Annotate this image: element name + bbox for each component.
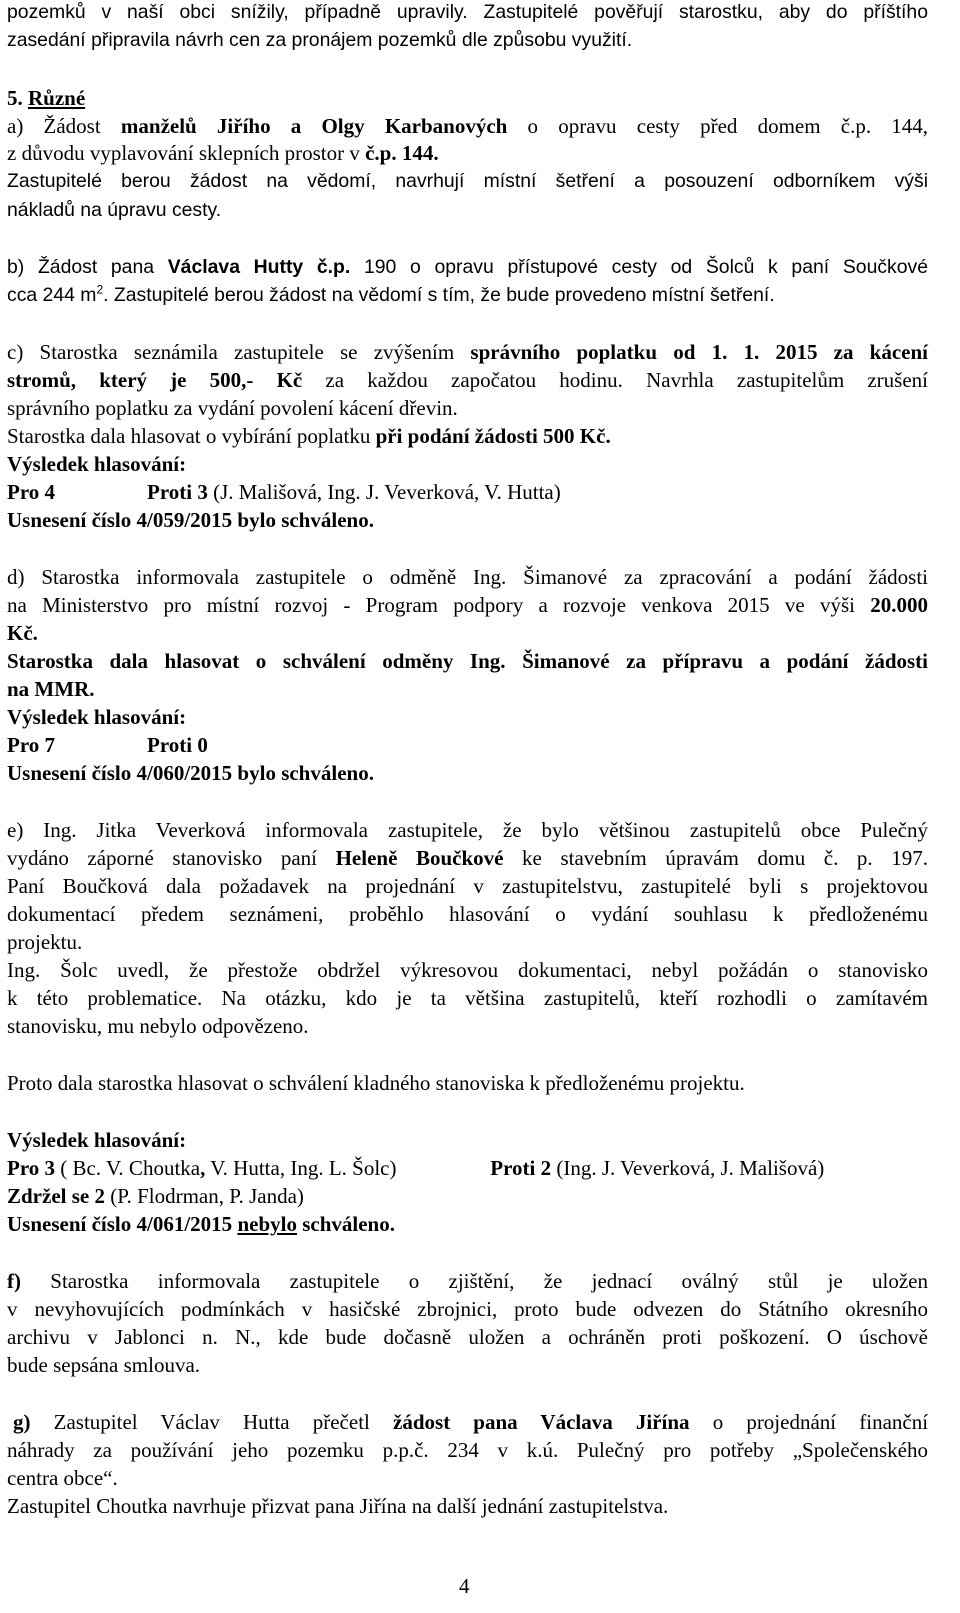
item-d-resolution: Usnesení číslo 4/060/2015 bylo schváleno. — [7, 761, 374, 785]
intro-line-1: pozemků v naší obci snížily, případně upravily. Zastupitelé pověřují starostku, aby do příštího — [7, 1, 928, 23]
item-a-line-4: nákladů na úpravu cesty. — [7, 199, 222, 221]
item-c-line-1: c) Starostka seznámila zastupitele se zvýšením správního poplatku od 1. 1. 2015 za kácení — [7, 340, 929, 364]
item-c-vote-result: Pro 4 Proti 3 (J. Mališová, Ing. J. Veverková, V. Hutta) — [7, 480, 561, 504]
item-a-line-1: a) Žádost manželů Jiřího a Olgy Karbanových o opravu cesty před domem č.p. 144, — [7, 114, 929, 138]
item-e-line-5: projektu. — [7, 930, 83, 954]
item-c-vote-heading: Výsledek hlasování: — [7, 452, 187, 476]
item-b-line-1: b) Žádost pana Václava Hutty č.p. 190 o opravu přístupové cesty od Šolců k paní Součkové — [7, 256, 929, 278]
item-d-line-4: Starostka dala hlasovat o schválení odměny Ing. Šimanové za přípravu a podání žádosti — [7, 649, 928, 673]
item-e-resolution: Usnesení číslo 4/061/2015 nebylo schváleno. — [7, 1212, 395, 1236]
item-e-line-1: e) Ing. Jitka Veverková informovala zastupitele, že bylo většinou zastupitelů obce Pulečný — [7, 818, 928, 842]
item-a-line-2: z důvodu vyplavování sklepních prostor v č.p. 144. — [7, 141, 439, 165]
item-e-abstain: Zdržel se 2 (P. Flodrman, P. Janda) — [7, 1184, 304, 1208]
section-5-heading: 5. Různé — [7, 86, 86, 110]
item-d-line-5: na MMR. — [7, 677, 95, 701]
item-d-line-3: Kč. — [7, 621, 38, 645]
item-e-line-8: stanovisku, mu nebylo odpovězeno. — [7, 1014, 309, 1038]
item-d-vote-result: Pro 7 Proti 0 — [7, 733, 208, 757]
item-g-line-2: náhrady za používání jeho pozemku p.p.č. 234 v k.ú. Pulečný pro potřeby „Společenského — [7, 1438, 928, 1462]
item-g-line-1: g) Zastupitel Václav Hutta přečetl žádost pana Václava Jiřína o projednání finanční — [13, 1410, 929, 1434]
item-d-vote-heading: Výsledek hlasování: — [7, 705, 187, 729]
item-c-line-4: Starostka dala hlasovat o vybírání poplatku při podání žádosti 500 Kč. — [7, 424, 611, 448]
item-e-vote-result: Pro 3 ( Bc. V. Choutka, V. Hutta, Ing. L. Šolc) Proti 2 (Ing. J. Veverková, J. Mališová) — [7, 1156, 825, 1180]
item-f-line-1: f) Starostka informovala zastupitele o zjištění, že jednací oválný stůl je uložen — [7, 1269, 929, 1293]
item-a-line-3: Zastupitelé berou žádost na vědomí, navrhují místní šetření a posouzení odborníkem výši — [7, 170, 928, 192]
item-e-line-2: vydáno záporné stanovisko paní Heleně Boučkové ke stavebním úpravám domu č. p. 197. — [7, 846, 928, 870]
item-g-line-4: Zastupitel Choutka navrhuje přizvat pana Jiřína na další jednání zastupitelstva. — [7, 1494, 669, 1518]
item-g-line-3: centra obce“. — [7, 1466, 118, 1490]
item-f-line-2: v nevyhovujících podmínkách v hasičské zbrojnici, proto bude odvezen do Státního okresního — [7, 1297, 928, 1321]
item-e-line-4: dokumentací předem seznámeni, proběhlo hlasování o vydání souhlasu k předloženému — [7, 902, 928, 926]
item-e-vote-heading: Výsledek hlasování: — [7, 1128, 187, 1152]
item-c-line-3: správního poplatku za vydání povolení kácení dřevin. — [7, 396, 458, 420]
item-d-line-2: na Ministerstvo pro místní rozvoj - Program podpory a rozvoje venkova 2015 ve výši 20.000 — [7, 593, 929, 617]
item-e-line-6: Ing. Šolc uvedl, že přestože obdržel výkresovou dokumentaci, nebyl požádán o stanovisko — [7, 958, 928, 982]
item-f-line-4: bude sepsána smlouva. — [7, 1353, 201, 1377]
item-e-line-9: Proto dala starostka hlasovat o schválení kladného stanoviska k předloženému projektu. — [7, 1071, 745, 1095]
page-number: 4 — [459, 1574, 470, 1598]
item-c-line-2: stromů, který je 500,- Kč za každou započatou hodinu. Navrhla zastupitelům zrušení — [7, 368, 928, 392]
item-f-line-3: archivu v Jablonci n. N., kde bude dočasně uložen a ochráněn proti poškození. O úschově — [7, 1325, 928, 1349]
intro-line-2: zasedání připravila návrh cen za pronájem pozemků dle způsobu využití. — [7, 29, 633, 51]
item-e-line-7: k této problematice. Na otázku, kdo je ta většina zastupitelů, kteří rozhodli o zamítavém — [7, 986, 928, 1010]
item-d-line-1: d) Starostka informovala zastupitele o odměně Ing. Šimanové za zpracování a podání žádosti — [7, 565, 929, 589]
item-e-line-3: Paní Boučková dala požadavek na projednání v zastupitelstvu, zastupitelé byli s projektovou — [7, 874, 928, 898]
item-b-line-2: cca 244 $m^2$. Zastupitelé berou žádost na vědomí s tím, že bude provedeno místní šetření. — [7, 282, 775, 306]
item-c-resolution: Usnesení číslo 4/059/2015 bylo schváleno. — [7, 508, 374, 532]
